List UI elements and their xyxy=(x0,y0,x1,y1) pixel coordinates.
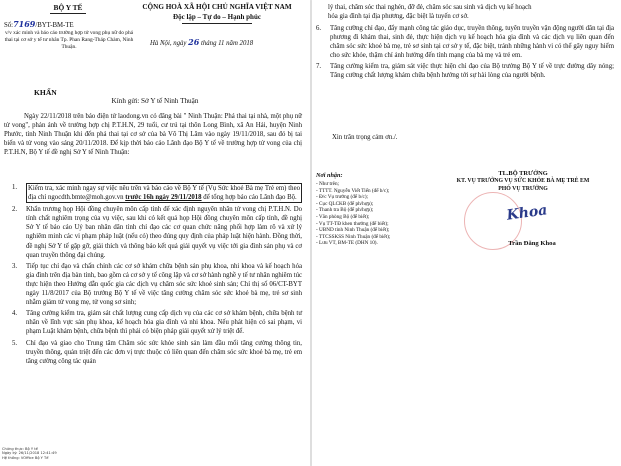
continued-line: hóa gia đình tại địa phương, đặc biệt là tuyến cơ sở. xyxy=(328,13,469,21)
recipient: - Thanh tra Bộ (để ph/hợp); xyxy=(316,207,374,214)
item-number: 6. xyxy=(316,25,322,32)
doc-code: /BYT-BM-TE xyxy=(35,22,74,29)
recipient: - Cục QLCKB (để ph/hợp); xyxy=(316,200,374,207)
request-item xyxy=(314,62,614,80)
date-suffix: tháng 11 năm 2018 xyxy=(200,40,254,47)
item-1-boxed xyxy=(26,183,302,203)
item-number: 1. xyxy=(12,184,18,191)
request-item xyxy=(314,24,614,60)
request-item xyxy=(10,309,302,336)
date-day-handwritten: 26 xyxy=(188,37,200,47)
signer-name: Trần Đăng Khoa xyxy=(508,240,556,247)
continued-text xyxy=(328,3,614,21)
agency-name: BỘ Y TẾ xyxy=(53,3,83,12)
doc-number-handwritten: 7169 xyxy=(13,19,36,29)
footer-line: Chứng thực: Bộ Y tế xyxy=(2,447,38,451)
closing-line: Xin trân trọng cảm ơn./. xyxy=(332,134,398,141)
request-item xyxy=(10,205,302,260)
recipient: - Lưu VT, BM-TE (DHN 10). xyxy=(316,240,378,247)
signer-title-1: KT. VỤ TRƯỞNG VỤ SỨC KHỎE BÀ MẸ TRẺ EM xyxy=(456,178,590,184)
item-text: Khẩn trương họp Hội đồng chuyên môn cấp tỉnh để xác định nguyên nhân tử vong chị P.T.H.N. Do tính chất nghiêm trọng của vụ việc, sau khi có kết quả họp Hội đồng chuyên môn cấp tỉnh, đề nghị Sở Y tế báo cáo Uỷ ban nhân dân tỉnh chỉ đạo các cơ quan chức năng phối hợp làm rõ và xử lý nghiêm minh các vi phạm pháp luật (nếu có) theo đúng quy định của pháp luật hiện hành. Đồng thời, đề nghị Sở Y tế gặp gỡ, giải thích và thông báo kết quả giải quyết vụ việc tới gia đình sản phụ và cơ quan truyền thông đại chúng. xyxy=(26,206,302,259)
document-page-2 xyxy=(312,0,621,466)
national-motto: Độc lập – Tự do – Hạnh phúc xyxy=(173,13,261,21)
date-prefix: Hà Nội, ngày xyxy=(150,40,187,47)
doc-number-label: Số: xyxy=(4,22,14,29)
item-number: 4. xyxy=(12,310,18,318)
signature: Khoa xyxy=(505,202,549,224)
doc-number-line xyxy=(4,20,134,30)
recipient: - TTCSSKSS Ninh Thuận (để biết); xyxy=(316,233,391,240)
item-number: 3. xyxy=(12,262,18,270)
request-item xyxy=(10,339,302,366)
item-number: 2. xyxy=(12,206,18,214)
recipient: - Như trên; xyxy=(316,181,339,187)
request-list-continued xyxy=(314,24,614,83)
intro-paragraph: Ngày 22/11/2018 trên báo điện tử laodong.vn có đăng bài " Ninh Thuận: Phá thai tại nhà, một phụ nữ tử vong", phản ánh về trường hợp chị P.T.H.N, 29 tuổi, cư trú tại thôn Long Bình, xã An Hải, huyện Ninh Phước, tỉnh Ninh Thuận khi đến phá thai tại cơ sở của bà Võ Thị Lâm vào ngày 19/11/2018, sau đó bị tai biến và tử vong vào sáng 20/11/2018. Để kịp thời báo cáo Lãnh đạo Bộ Y tế về trường hợp tử vong của chị P.T.H.N, Bộ Y tế đề nghị Sở Y tế Ninh Thuận: xyxy=(4,113,302,157)
item-text-after: để tổng hợp báo cáo Lãnh đạo Bộ. xyxy=(203,194,297,202)
digital-signature-footer xyxy=(2,447,57,460)
document-page-1 xyxy=(0,0,310,466)
request-item xyxy=(10,183,302,203)
item-text: Tăng cường kiểm tra, giám sát việc thực hiện chỉ đạo của Bộ trưởng Bộ Y tế về trực đường dây nóng; Tăng cường chất lượng khám chữa bệnh hướng tới sự hài lòng của người bệnh. xyxy=(330,63,614,80)
motto-underline xyxy=(182,23,252,24)
item-text: Tăng cường kiểm tra, giám sát chất lượng cung cấp dịch vụ của các cơ sở khám bệnh, chữa bệnh tư nhân về lĩnh vực sản phụ khoa, kế hoạch hóa gia đình và nhi khoa. Nếu phát hiện có sai phạm, vi phạm Luật khám bệnh, chữa bệnh thì phải có biện pháp giải quyết xử lý triệt để. xyxy=(26,310,302,336)
item-text: Tiếp tục chỉ đạo và chấn chỉnh các cơ sở khám chữa bệnh sản phụ khoa, nhi khoa và kế hoạch hóa gia đình trên địa bàn tỉnh, bao gồm cả cơ sở y tế công lập và cơ sở hành nghề y tế tư nhân nghiêm túc thực hiện theo Hướng dẫn quốc gia các dịch vụ chăm sóc sức khoẻ sinh sản; Chỉ thị số 06/CT-BYT ngày 11/8/2017 của Bộ trưởng Bộ Y tế về việc tăng cường chăm sóc sức khoẻ bà mẹ, trẻ sơ sinh nhằm giảm tử vong mẹ, tử vong sơ sinh; xyxy=(26,262,302,307)
recipient: - Văn phòng Bộ (để biết); xyxy=(316,213,370,220)
recipients-label: Nơi nhận: xyxy=(316,172,343,179)
recipients-list xyxy=(316,181,390,247)
recipient: - Vụ TT-TĐ khen thưởng (để biết); xyxy=(316,220,389,227)
footer-line: Hệ thống: VOffice Bộ Y Tế xyxy=(2,455,49,460)
continued-line: lý thai, chăm sóc thai nghén, đỡ đẻ, chăm sóc sau sinh và dịch vụ kế hoạch xyxy=(328,4,532,11)
country-name: CỘNG HOÀ XÃ HỘI CHỦ NGHĨA VIỆT NAM xyxy=(142,3,292,11)
signer-title-2: PHÓ VỤ TRƯỞNG xyxy=(498,186,548,192)
signer-for: TL.BỘ TRƯỞNG xyxy=(498,170,548,177)
footer-line: Ngày ký: 26/11/2018 12:41:49 xyxy=(2,451,57,456)
document-date xyxy=(150,38,308,48)
document-subject: v/v xác minh và báo cáo trường hợp tử vong phụ nữ do phá thai tại cơ sở y tế tư nhân Tp. Phan Rang-Tháp Chàm, Ninh Thuận. xyxy=(4,30,134,50)
item-number: 7. xyxy=(316,63,322,71)
recipient: - Đ/c Vụ trưởng (để b/c); xyxy=(316,194,368,201)
urgency-mark: KHẨN xyxy=(34,88,57,97)
recipient: - TTTT. Nguyễn Viết Tiến (để b/c); xyxy=(316,187,390,194)
request-list xyxy=(10,183,302,368)
item-text: Chỉ đạo và giao cho Trung tâm Chăm sóc sức khỏe sinh sản làm đầu mối tăng cường thông tin, truyền thông, quản triệt đến các đơn vị trực thuộc có liên quan đến chăm sóc sức khoẻ bà mẹ, trẻ em tăng cường công tác quản xyxy=(26,339,302,365)
request-item xyxy=(10,262,302,307)
item-deadline: trước 16h ngày 29/11/2018 xyxy=(125,194,202,202)
item-number: 5. xyxy=(12,339,18,347)
item-text: Tăng cường chỉ đạo, đẩy mạnh công tác giáo dục, truyền thông, tuyên truyền vận động người dân tại địa phương đi khám thai, sinh đẻ, thực hiện dịch vụ kế hoạch hóa gia đình và các dịch vụ liên quan đến chăm sóc sức khoẻ bà mẹ, trẻ sơ sinh tại cơ sở y tế, đặc biệt, tránh những hành vi có thể gây nguy hiểm cho sức khỏe, thậm chí ảnh hưởng đến tính mạng của bà mẹ và trẻ em. xyxy=(330,25,614,60)
addressee: Kính gửi: Sở Y tế Ninh Thuận xyxy=(111,97,199,105)
recipient: - UBND tỉnh Ninh Thuận (để biết); xyxy=(316,227,390,234)
item-text: Kiểm tra, xác minh ngay sự việc nêu trên và báo cáo về Bộ Y tế (Vụ Sức khoẻ Bà mẹ Trẻ em) theo địa chỉ ngocdth.bmte@moh.gov.vn xyxy=(28,185,300,202)
agency-underline xyxy=(50,13,86,14)
